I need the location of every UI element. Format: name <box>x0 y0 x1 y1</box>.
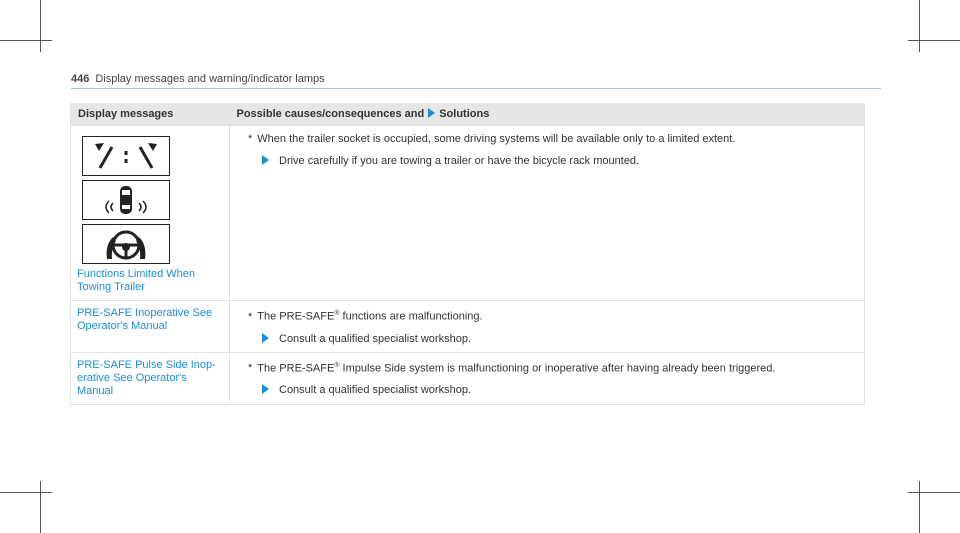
solution-step <box>236 332 858 346</box>
table-header-row <box>71 103 865 126</box>
page-header <box>71 73 325 85</box>
crop-mark <box>0 492 52 493</box>
solution-step <box>236 383 858 397</box>
crop-mark <box>908 492 960 493</box>
display-message-text: PRE-SAFE Inoperative See Operator's Manual <box>77 307 213 332</box>
crop-mark <box>40 0 41 52</box>
cause-body: When the trailer socket is occupied, some driving systems will be available only to a limited extent. <box>257 133 736 145</box>
cause-body: The PRE-SAFE <box>257 362 335 375</box>
solution-text: Consult a qualified specialist workshop. <box>279 332 471 345</box>
cause-cell <box>230 301 865 353</box>
bullet-star: * <box>248 133 253 145</box>
header-rule <box>71 88 881 89</box>
bullet-star: * <box>248 310 253 323</box>
cause-cell <box>230 352 865 404</box>
lane-assist-icon <box>82 136 170 176</box>
crop-mark <box>919 0 920 52</box>
steering-assist-icon <box>82 224 170 264</box>
page-title: Display messages and warning/indicator lamps <box>95 73 325 85</box>
bullet-star: * <box>248 362 253 375</box>
message-cell <box>71 301 230 353</box>
crop-mark <box>919 481 920 533</box>
display-messages-table <box>70 103 865 405</box>
crop-mark <box>908 40 960 41</box>
table-row <box>71 352 865 404</box>
page-number: 446 <box>71 73 90 85</box>
cause-body: The PRE-SAFE <box>257 310 335 323</box>
cause-cell <box>230 126 865 301</box>
table-row <box>71 126 865 301</box>
registered-mark: ® <box>334 361 340 369</box>
solution-text: Consult a qualified specialist workshop. <box>279 384 471 397</box>
crop-mark <box>40 481 41 533</box>
registered-mark: ® <box>334 310 340 317</box>
solution-step <box>236 154 858 168</box>
column-header-causes-text: Possible causes/consequences and <box>236 108 425 120</box>
column-header-display-messages: Display messages <box>71 103 230 126</box>
cause-text <box>236 132 858 146</box>
column-header-solutions-text: Solutions <box>439 108 490 120</box>
crop-mark <box>0 40 52 41</box>
solution-arrow-icon <box>428 108 435 118</box>
cause-text <box>236 359 858 376</box>
action-arrow-icon <box>262 333 269 343</box>
solution-text: Drive carefully if you are towing a trailer or have the bicycle rack mounted. <box>279 155 640 167</box>
message-cell <box>71 126 230 301</box>
action-arrow-icon <box>262 155 269 165</box>
message-cell <box>71 352 230 404</box>
display-message-text: PRE-SAFE Pulse Side Inop- erative See Operator's Manual <box>77 358 216 397</box>
action-arrow-icon <box>262 384 269 394</box>
cause-body: Impulse Side system is malfunctioning or inoperative after having already been triggered. <box>339 362 776 375</box>
display-message-text: Functions Limited When Towing Trailer <box>77 268 195 293</box>
cause-text <box>236 307 858 324</box>
cause-body: functions are malfunctioning. <box>339 310 483 323</box>
parking-sensor-icon <box>82 180 170 220</box>
column-header-causes <box>230 103 865 126</box>
table-row <box>71 301 865 353</box>
